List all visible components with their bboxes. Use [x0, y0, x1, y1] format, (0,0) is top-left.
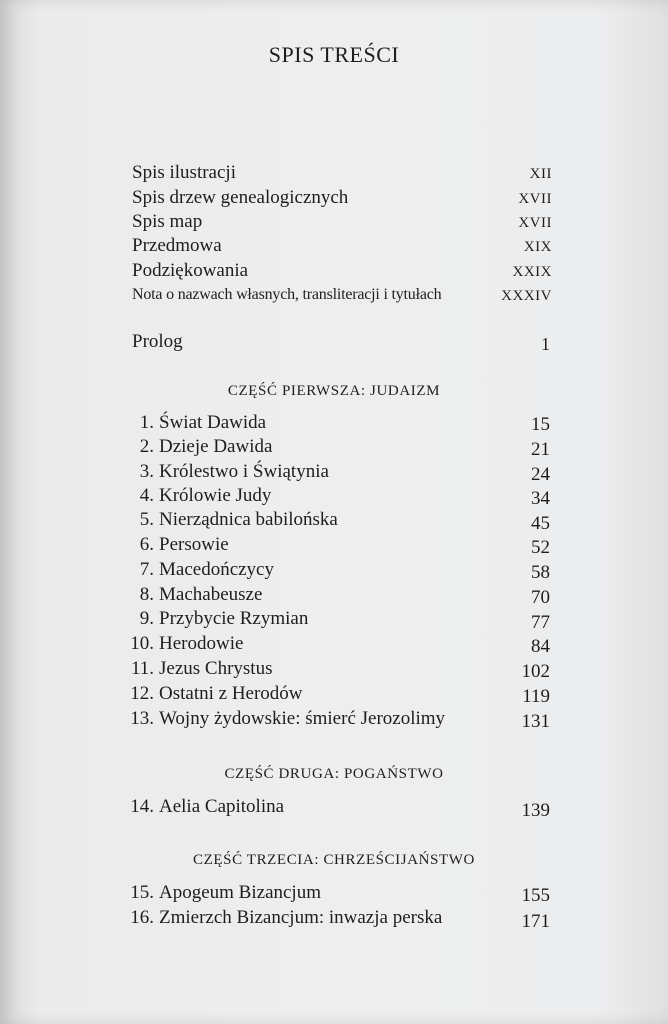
- chapter-page: 155: [521, 885, 550, 906]
- prolog-page: 1: [541, 334, 550, 354]
- chapter-page: 139: [521, 800, 550, 821]
- chapter-number: 14.: [130, 796, 154, 817]
- part-heading: CZĘŚĆ TRZECIA: CHRZEŚCIJAŃSTWO: [193, 852, 475, 868]
- chapter-title: Macedończycy: [159, 559, 274, 580]
- front-matter-page: XXXIV: [501, 288, 552, 304]
- chapter-number: 5.: [139, 509, 154, 530]
- front-matter-label: Spis map: [132, 211, 203, 232]
- chapter-page: 102: [521, 661, 550, 682]
- chapter-number: 2.: [139, 436, 154, 457]
- chapter-number: 8.: [139, 584, 154, 605]
- chapter-number: 13.: [130, 708, 154, 729]
- chapter-title: Herodowie: [159, 633, 244, 654]
- chapter-number: 16.: [130, 907, 154, 928]
- front-matter-label: Nota o nazwach własnych, transliteracji i tytułach: [132, 286, 442, 303]
- chapter-page: 34: [531, 488, 550, 509]
- prolog-label: Prolog: [132, 331, 183, 352]
- chapter-page: 15: [531, 414, 550, 435]
- chapter-title: Jezus Chrystus: [159, 658, 273, 679]
- chapter-page: 131: [521, 711, 550, 732]
- show-through-text: [420, 14, 620, 134]
- front-matter-page: XII: [529, 166, 552, 182]
- front-matter-page: XIX: [523, 239, 552, 255]
- chapter-number: 4.: [139, 485, 154, 506]
- chapter-title: Królestwo i Świątynia: [159, 461, 329, 482]
- chapter-title: Persowie: [159, 534, 229, 555]
- front-matter-page: XVII: [518, 191, 552, 207]
- chapter-number: 10.: [130, 633, 154, 654]
- chapter-number: 11.: [130, 658, 154, 679]
- chapter-page: 119: [522, 686, 550, 707]
- chapter-title: Przybycie Rzymian: [159, 608, 309, 629]
- front-matter-label: Spis drzew genealogicznych: [132, 187, 349, 208]
- chapter-number: 12.: [130, 683, 154, 704]
- chapter-page: 171: [521, 911, 550, 932]
- chapter-title: Zmierzch Bizancjum: inwazja perska: [159, 907, 443, 928]
- part-heading: CZĘŚĆ DRUGA: POGAŃSTWO: [224, 766, 444, 782]
- chapter-number: 6.: [139, 534, 154, 555]
- part-heading: CZĘŚĆ PIERWSZA: JUDAIZM: [227, 383, 441, 399]
- chapter-page: 84: [531, 636, 550, 657]
- chapter-title: Królowie Judy: [159, 485, 272, 506]
- front-matter-page: XVII: [518, 215, 552, 231]
- page-title: SPIS TREŚCI: [268, 42, 400, 67]
- front-matter-label: Podziękowania: [132, 260, 249, 281]
- chapter-title: Świat Dawida: [159, 412, 267, 433]
- chapter-page: 70: [531, 587, 550, 608]
- chapter-title: Machabeusze: [159, 584, 263, 605]
- front-matter-label: Przedmowa: [132, 235, 222, 256]
- chapter-page: 58: [531, 562, 550, 583]
- chapter-number: 1.: [139, 412, 154, 433]
- chapter-title: Dzieje Dawida: [159, 436, 273, 457]
- front-matter-label: Spis ilustracji: [132, 162, 236, 183]
- chapter-number: 3.: [139, 461, 154, 482]
- chapter-title: Aelia Capitolina: [159, 796, 285, 817]
- chapter-title: Wojny żydowskie: śmierć Jerozolimy: [159, 708, 446, 729]
- chapter-title: Apogeum Bizancjum: [159, 882, 321, 903]
- chapter-page: 45: [531, 513, 550, 534]
- chapter-page: 77: [531, 612, 550, 633]
- chapter-page: 52: [531, 537, 550, 558]
- chapter-number: 9.: [139, 608, 154, 629]
- chapter-number: 7.: [139, 559, 154, 580]
- chapter-page: 24: [531, 464, 550, 485]
- chapter-title: Ostatni z Herodów: [159, 683, 303, 704]
- chapter-number: 15.: [130, 882, 154, 903]
- chapter-title: Nierządnica babilońska: [159, 509, 338, 530]
- front-matter-page: XXIX: [512, 264, 552, 280]
- chapter-page: 21: [531, 439, 550, 460]
